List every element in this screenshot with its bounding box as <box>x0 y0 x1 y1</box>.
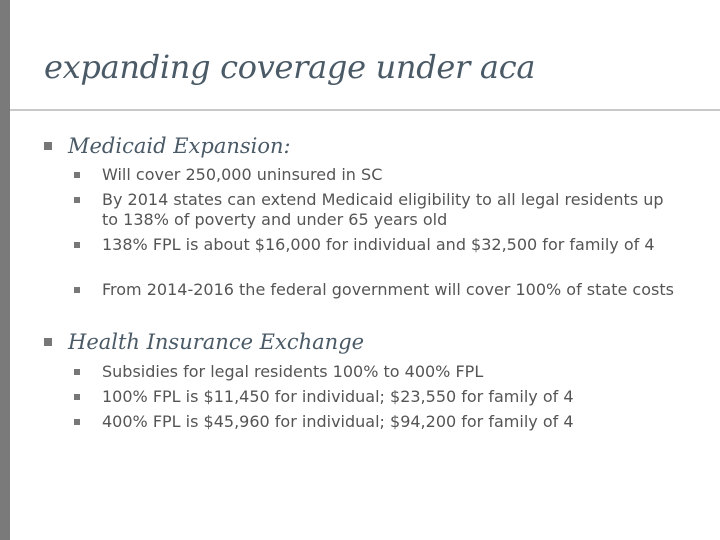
square-bullet-icon <box>74 287 80 293</box>
square-bullet-icon <box>74 172 80 178</box>
square-bullet-icon <box>44 142 52 150</box>
list-item: By 2014 states can extend Medicaid eligibility to all legal residents up to 138% of poverty and under 65 years old <box>82 190 682 230</box>
list-item: From 2014-2016 the federal government will cover 100% of state costs <box>82 280 682 300</box>
square-bullet-icon <box>74 394 80 400</box>
square-bullet-icon <box>74 197 80 203</box>
square-bullet-icon <box>74 242 80 248</box>
list-item: 100% FPL is $11,450 for individual; $23,550 for family of 4 <box>82 387 682 407</box>
square-bullet-icon <box>74 369 80 375</box>
section-health-insurance-exchange <box>44 330 364 354</box>
slide-title: expanding coverage under aca <box>44 48 536 86</box>
square-bullet-icon <box>74 419 80 425</box>
square-bullet-icon <box>44 338 52 346</box>
list-item: 400% FPL is $45,960 for individual; $94,200 for family of 4 <box>82 412 682 432</box>
section-heading: Medicaid Expansion: <box>68 134 291 158</box>
list-item: 138% FPL is about $16,000 for individual and $32,500 for family of 4 <box>82 235 682 255</box>
list-item: Subsidies for legal residents 100% to 400% FPL <box>82 362 682 382</box>
section-heading: Health Insurance Exchange <box>68 330 365 354</box>
left-accent-bar <box>0 0 10 540</box>
title-divider <box>10 109 720 111</box>
section-medicaid-expansion <box>44 134 291 158</box>
list-item: Will cover 250,000 uninsured in SC <box>82 165 682 185</box>
